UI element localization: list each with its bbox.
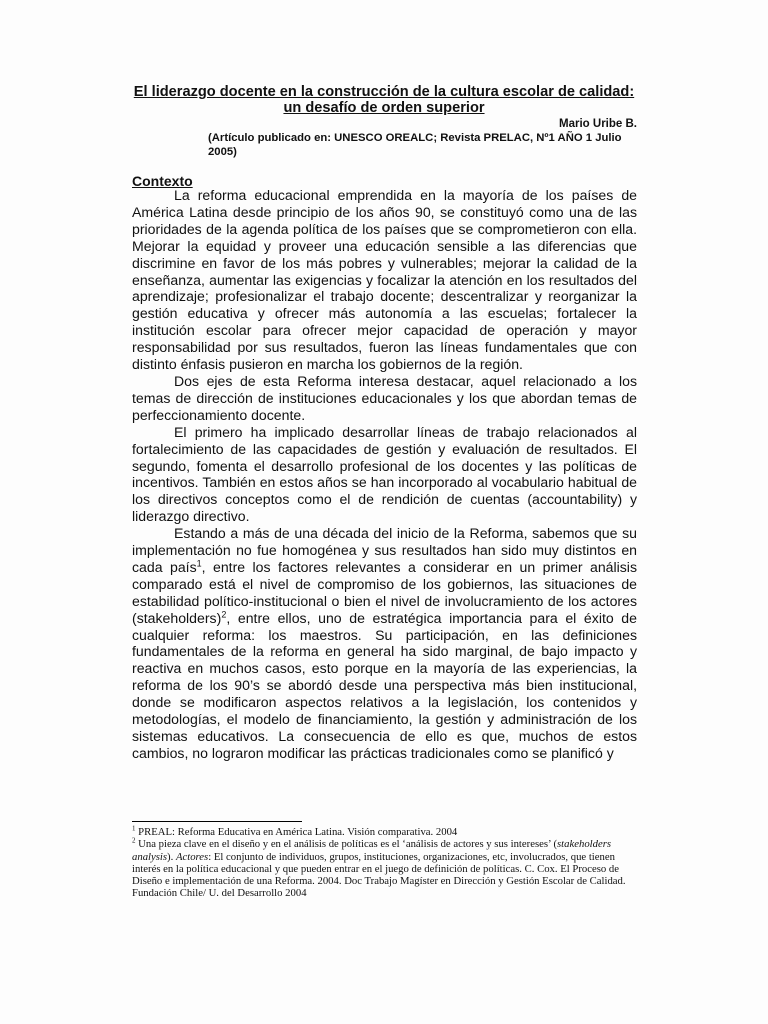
footnote-2-text-a: Una pieza clave en el diseño y en el análisis de políticas es el ‘análisis de actores y sus intereses’ ( bbox=[135, 838, 558, 851]
paragraph-4-part-3: , entre ellos, uno de estratégica importancia para el éxito de cualquier reforma: los maestros. Su participación, en las definiciones fundamentales de la reforma en general ha sido marginal, de bajo impacto y reactiva en muchos casos, esto porque en la mayoría de las experiencias, la reforma de los 90’s se abordó desde una perspectiva más bien institucional, donde se modificaron aspectos relativos a la legislación, los contenidos y metodologías, el modelo de financiamiento, la gestión y administración de los sistemas educativos. La consecuencia de ello es que, muchos de estos cambios, no lograron modificar las prácticas tradicionales como se planificó y bbox=[132, 609, 637, 761]
document-title bbox=[132, 84, 636, 116]
paragraph-4-part-2: , entre los factores relevantes a considerar en un primer análisis comparado está el nivel de compromiso de los gobiernos, las situaciones de estabilidad político-institucional o bien el nivel de involucramiento de los actores (stakeholders) bbox=[132, 558, 637, 626]
paragraph-3: El primero ha implicado desarrollar líneas de trabajo relacionados al fortalecimiento de las capacidades de gestión y evaluación de resultados. El segundo, fomenta el desarrollo profesional de los docentes y las políticas de incentivos. También en estos años se han incorporado al vocabulario habitual de los directivos conceptos como el de rendición de cuentas (accountability) y liderazgo directivo. bbox=[132, 423, 637, 525]
footnote-2-text-c: : El conjunto de individuos, grupos, instituciones, organizaciones, etc, involucrados, que tienen interés en la política educacional y que pueden entrar en el juego de definición de políticas. C. Cox. El Proceso de Diseño e implementación de una Reforma. 2004. Doc Trabajo Magíster en Dirección y Gestión Escolar de Calidad. Fundación Chile/ U. del Desarrollo 2004 bbox=[132, 850, 626, 900]
footnote-2-text-b: ). bbox=[167, 850, 176, 863]
footnote-2-number: 2 bbox=[132, 836, 136, 845]
footnote-1-number: 1 bbox=[132, 824, 136, 833]
footnotes bbox=[132, 826, 637, 900]
footnote-separator bbox=[132, 821, 302, 822]
footnote-ref-1[interactable]: 1 bbox=[196, 558, 202, 569]
section-heading: Contexto bbox=[132, 173, 193, 189]
footnote-1-text: PREAL: Reforma Educativa en América Latina. Visión comparativa. 2004 bbox=[135, 826, 458, 838]
footnote-2 bbox=[132, 838, 637, 899]
author-name: Mario Uribe B. bbox=[559, 118, 637, 130]
footnote-2-italic-b: Actores bbox=[175, 850, 209, 863]
footnote-2-italic-a: stakeholders analysis bbox=[132, 838, 612, 863]
publication-info: (Artículo publicado en: UNESCO OREALC; Revista PRELAC, Nº1 AÑO 1 Julio 2005) bbox=[208, 132, 622, 158]
paragraph-2: Dos ejes de esta Reforma interesa destacar, aquel relacionado a los temas de dirección de instituciones educacionales y los que abordan temas de perfeccionamiento docente. bbox=[132, 372, 637, 423]
title-line-2: un desafío de orden superior bbox=[283, 100, 485, 116]
paragraph-4-part-1: Estando a más de una década del inicio de la Reforma, sabemos que su implementación no fue homogénea y sus resultados han sido muy distintos en cada país bbox=[132, 525, 637, 575]
footnote-1 bbox=[132, 826, 637, 838]
paragraph-4 bbox=[132, 525, 637, 762]
paragraph-1: La reforma educacional emprendida en la mayoría de los países de América Latina desde principio de los años 90, se constituyó como una de las prioridades de la agenda política de los países que se comprometieron con ella. Mejorar la equidad y proveer una educación sensible a las diferencias que discrimine en favor de los más pobres y vulnerables; mejorar la calidad de la enseñanza, aumentar las exigencias y focalizar la atención en los resultados del aprendizaje; profesionalizar el trabajo docente; descentralizar y reorganizar la gestión educativa y ofrecer más autonomía a las escuelas; fortalecer la institución escolar para ofrecer mejor capacidad de operación y mayor responsabilidad por sus resultados, fueron las líneas fundamentales que con distinto énfasis pusieron en marcha los gobiernos de la región. bbox=[132, 187, 637, 373]
title-line-1: El liderazgo docente en la construcción de la cultura escolar de calidad: bbox=[133, 84, 635, 100]
body-text bbox=[132, 187, 637, 762]
footnote-ref-2[interactable]: 2 bbox=[221, 608, 227, 619]
